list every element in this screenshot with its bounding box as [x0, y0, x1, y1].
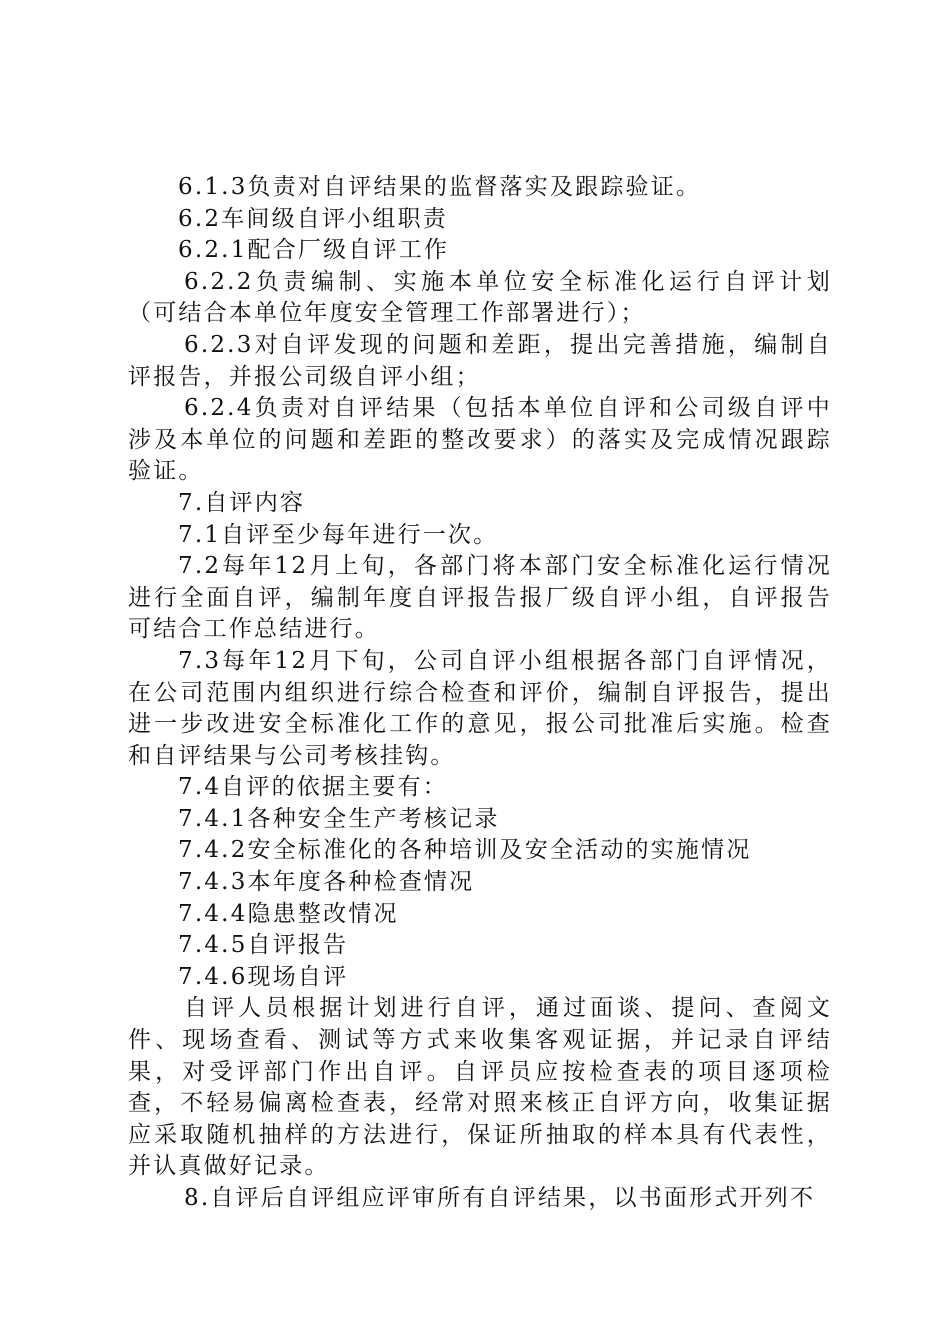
paragraph-7-4-4: 7.4.4隐患整改情况 — [178, 900, 399, 927]
document-body — [128, 172, 832, 1215]
paragraph-7-4-1: 7.4.1各种安全生产考核记录 — [178, 805, 500, 832]
paragraph-7-2: 7.2每年12月上旬，各部门将本部门安全标准化运行情况进行全面自评，编制年度自评报告报厂级自评小组，自评报告可结合工作总结进行。 — [128, 553, 832, 643]
paragraph-6-2-4: 6.2.4负责对自评结果（包括本单位自评和公司级自评中涉及本单位的问题和差距的整改要求）的落实及完成情况跟踪验证。 — [128, 395, 832, 485]
paragraph-7: 7.自评内容 — [178, 489, 306, 516]
paragraph-6-2-3: 6.2.3对自评发现的问题和差距，提出完善措施，编制自评报告，并报公司级自评小组； — [128, 331, 832, 390]
paragraph-7-4-3: 7.4.3本年度各种检查情况 — [178, 869, 475, 896]
paragraph-6-2-2: 6.2.2负责编制、实施本单位安全标准化运行自评计划（可结合本单位年度安全管理工作部署进行）； — [128, 268, 832, 327]
paragraph-6-2: 6.2车间级自评小组职责 — [178, 205, 448, 232]
paragraph-self-evaluation: 自评人员根据计划进行自评，通过面谈、提问、查阅文件、现场查看、测试等方式来收集客观证据，并记录自评结果，对受评部门作出自评。自评员应按检查表的项目逐项检查，不轻易偏离检查表，经常对照来核正自评方向，收集证据应采取随机抽样的方法进行，保证所抽取的样本具有代表性，并认真做好记录。 — [128, 995, 832, 1180]
paragraph-7-4-2: 7.4.2安全标准化的各种培训及安全活动的实施情况 — [178, 837, 752, 864]
paragraph-7-4: 7.4自评的依据主要有： — [178, 774, 448, 801]
paragraph-6-2-1: 6.2.1配合厂级自评工作 — [178, 237, 450, 264]
paragraph-7-4-6: 7.4.6现场自评 — [178, 963, 349, 990]
paragraph-7-4-5: 7.4.5自评报告 — [178, 932, 349, 959]
paragraph-7-1: 7.1自评至少每年进行一次。 — [178, 521, 499, 548]
paragraph-6-1-3: 6.1.3负责对自评结果的监督落实及跟踪验证。 — [178, 174, 702, 200]
paragraph-8: 8.自评后自评组应评审所有自评结果，以书面形式开列不 — [184, 1185, 816, 1211]
paragraph-7-3: 7.3每年12月下旬，公司自评小组根据各部门自评情况，在公司范围内组织进行综合检查和评价，编制自评报告，提出进一步改进安全标准化工作的意见，报公司批准后实施。检查和自评结果与公司考核挂钩。 — [128, 647, 832, 769]
